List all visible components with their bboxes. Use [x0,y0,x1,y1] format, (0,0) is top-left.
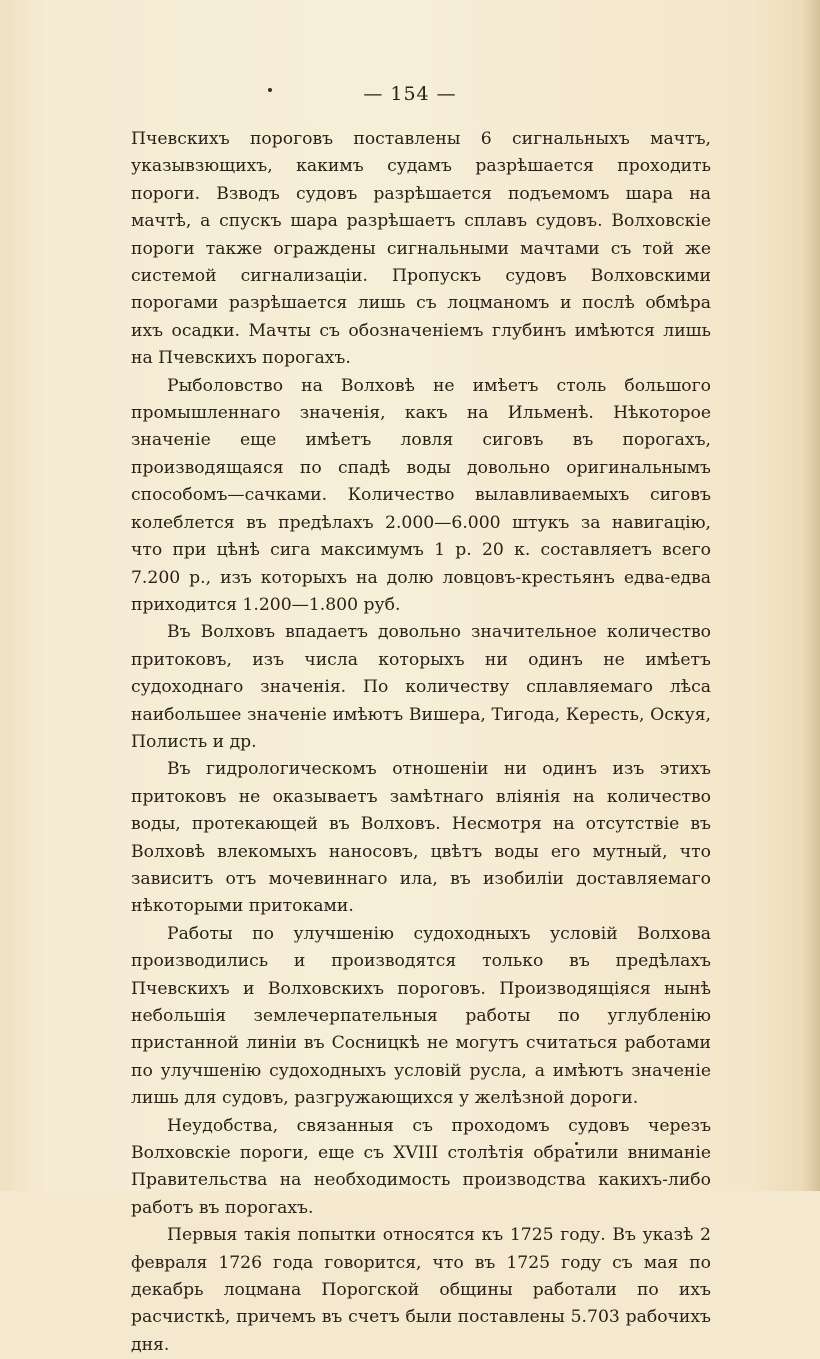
paragraph: Работы по улучшенію судоходныхъ условій Волхова производились и производятся только въ предѣлахъ Пчевскихъ и Волховскихъ пороговъ. Производящіяся нынѣ небольшія землечерпательныя работы по углубленію пристанной линіи въ Сосницкѣ не могутъ считаться работами по улучшенію судоходныхъ условій русла, а имѣютъ значеніе лишь для судовъ, разгружающихся у желѣзной дороги. [131,923,711,1109]
page-number: — 154 — [363,83,457,105]
paragraph: Первыя такія попытки относятся къ 1725 году. Въ указѣ 2 февраля 1726 года говорится, что въ 1725 году съ мая по декабрь лоцмана Порогской общины работали по ихъ расчисткѣ, причемъ въ счетъ были поставлены 5.703 рабочихъ дня. [131,1225,711,1355]
paragraph: Въ Волховъ впадаетъ довольно значительное количество притоковъ, изъ числа которыхъ ни одинъ не имѣетъ судоходнаго значенія. По количеству сплавляемаго лѣса наибольшее значеніе имѣютъ Вишера, Тигода, Кересть, Оскуя, Полисть и др. [131,622,711,752]
paragraph: Рыболовство на Волховѣ не имѣетъ столь большого промышленнаго значенія, какъ на Ильменѣ. Нѣкоторое значеніе еще имѣетъ ловля сиговъ въ порогахъ, производящаяся по спадѣ воды довольно оригинальнымъ способомъ—сачками. Количество вылавливаемыхъ сиговъ колеблется въ предѣлахъ 2.000—6.000 штукъ за навигацію, что при цѣнѣ сига максимумъ 1 р. 20 к. составляетъ всего 7.200 р., изъ которыхъ на долю ловцовъ-крестьянъ едва-едва приходится 1.200—1.800 руб. [131,375,711,615]
body-text [131,126,711,1359]
paragraph: Пчевскихъ пороговъ поставлены 6 сигнальныхъ мачтъ, указывзющихъ, какимъ судамъ разрѣшается проходить пороги. Взводъ судовъ разрѣшается подъемомъ шара на мачтѣ, а спускъ шара разрѣшаетъ сплавъ судовъ. Волховскіе пороги также ограждены сигнальными мачтами съ той же системой сигнализаціи. Пропускъ судовъ Волховскими порогами разрѣшается лишь съ лоцманомъ и послѣ обмѣра ихъ осадки. Мачты съ обозначеніемъ глубинъ имѣются лишь на Пчевскихъ порогахъ. [131,129,711,369]
paragraph: Въ гидрологическомъ отношеніи ни одинъ изъ этихъ притоковъ не оказываетъ замѣтнаго вліянія на количество воды, протекающей въ Волховъ. Несмотря на отсутствіе въ Волховѣ влекомыхъ наносовъ, цвѣтъ воды его мутный, что зависитъ отъ мочевиннаго ила, въ изобиліи доставляемаго нѣкоторыми притоками. [131,759,711,917]
paragraph: Неудобства, связанныя съ проходомъ судовъ черезъ Волховскіе пороги, еще съ XVIII столѣтія обратили вниманіе Правительства на необходимость производства какихъ-либо работъ въ порогахъ. [131,1115,711,1218]
page-edge-shadow [802,0,820,1191]
